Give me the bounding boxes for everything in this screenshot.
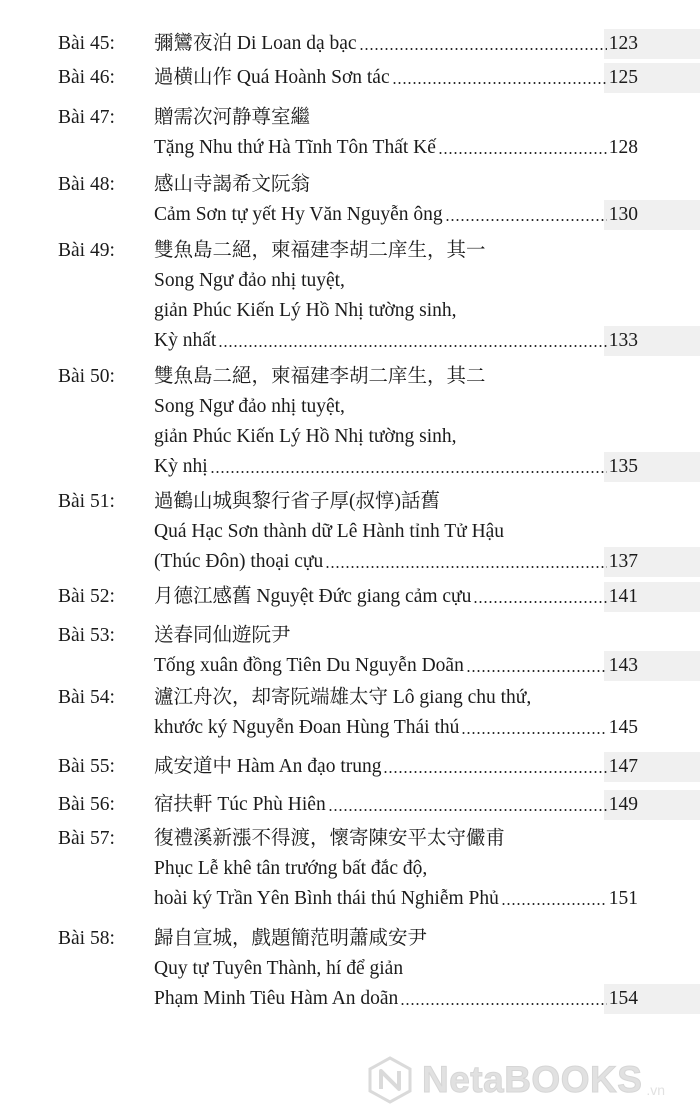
entry-title-last-line (154, 754, 638, 780)
entry-title-text: Cảm Sơn tự yết Hy Văn Nguyễn ông (154, 204, 443, 225)
page-number: 133 (608, 330, 638, 351)
entry-title-text: Tặng Nhu thứ Hà Tĩnh Tôn Thất Kế (154, 137, 436, 158)
page-number: 135 (608, 456, 638, 477)
entry-title (154, 792, 638, 818)
entry-title-line: giản Phúc Kiến Lý Hồ Nhị tường sinh, (154, 426, 457, 447)
entry-title (154, 489, 638, 575)
entry-number: Bài 54: (58, 687, 115, 708)
entry-title (154, 238, 638, 354)
page-number: 147 (608, 756, 638, 777)
entry-title-line: Song Ngư đảo nhị tuyệt, (154, 270, 345, 291)
page-number: 128 (608, 137, 638, 158)
entry-title (154, 754, 638, 780)
entry-title-line: 瀘江舟次，却寄阮端雄太守 Lô giang chu thứ, (154, 687, 532, 708)
dot-leader (383, 771, 606, 773)
entry-number: Bài 57: (58, 828, 115, 849)
entry-title-line: 歸自宣城，戲題簡范明蕭咸安尹 (154, 928, 428, 949)
entry-title-line: 復禮溪新漲不得渡，懷寄陳安平太守儼甫 (154, 828, 506, 849)
entry-number: Bài 58: (58, 928, 115, 949)
entry-title-text: Kỳ nhị (154, 456, 208, 477)
entry-title-line: 贈需次河静尊室繼 (154, 107, 311, 128)
entry-title (154, 65, 638, 91)
entry-number: Bài 48: (58, 174, 115, 195)
entry-title-last-line (154, 886, 638, 912)
entry-title (154, 172, 638, 228)
dot-leader (218, 345, 606, 347)
watermark (366, 1050, 696, 1110)
entry-number: Bài 46: (58, 67, 115, 88)
entry-title-line: 雙魚島二絕，柬福建李胡二庠生，其一 (154, 240, 486, 261)
dot-leader (392, 82, 607, 84)
dot-leader (466, 670, 607, 672)
dot-leader (461, 732, 606, 734)
page-number: 137 (608, 551, 638, 572)
entry-number: Bài 56: (58, 794, 115, 815)
page-number: 123 (608, 33, 638, 54)
entry-title-line: Quy tự Tuyên Thành, hí để giản (154, 958, 404, 979)
page-number: 149 (608, 794, 638, 815)
entry-number: Bài 47: (58, 107, 115, 128)
dot-leader (359, 48, 607, 50)
entry-number: Bài 52: (58, 586, 115, 607)
entry-title-last-line (154, 792, 638, 818)
dot-leader (210, 471, 607, 473)
entry-title-line: giản Phúc Kiến Lý Hồ Nhị tường sinh, (154, 300, 457, 321)
entry-title-line: 送春同仙遊阮尹 (154, 625, 291, 646)
entry-title (154, 826, 638, 912)
entry-title-text: 咸安道中 Hàm An đạo trung (154, 756, 382, 777)
entry-title-last-line (154, 653, 638, 679)
entry-title-last-line (154, 202, 638, 228)
entry-title-line: 感山寺謁希文阮翁 (154, 174, 311, 195)
entry-title-text: khước ký Nguyễn Đoan Hùng Thái thú (154, 717, 460, 738)
dot-leader (400, 1003, 606, 1005)
entry-title-text: 彌鸞夜泊 Di Loan dạ bạc (154, 33, 357, 54)
entry-title (154, 31, 638, 57)
entry-title-text: 宿扶軒 Túc Phù Hiên (154, 794, 326, 815)
watermark-text: NetaBOOKS (422, 1059, 643, 1100)
entry-title-text: 月德江感舊 Nguyệt Đức giang cảm cựu (154, 586, 472, 607)
page-number: 145 (608, 717, 638, 738)
entry-number: Bài 53: (58, 625, 115, 646)
entry-number: Bài 50: (58, 366, 115, 387)
entry-title (154, 926, 638, 1012)
page-number: 143 (608, 655, 638, 676)
entry-title (154, 584, 638, 610)
entry-title-last-line (154, 986, 638, 1012)
dot-leader (501, 903, 607, 905)
entry-title-last-line (154, 715, 638, 741)
entry-title-last-line (154, 549, 638, 575)
entry-title-line: Song Ngư đảo nhị tuyệt, (154, 396, 345, 417)
page-number: 154 (608, 988, 638, 1009)
dot-leader (438, 152, 607, 154)
entry-title-text: Phạm Minh Tiêu Hàm An doãn (154, 988, 399, 1009)
entry-title-line: 過鶴山城與黎行省子厚(叔惇)話舊 (154, 491, 440, 512)
entry-title-last-line (154, 584, 638, 610)
entry-title (154, 685, 638, 741)
dot-leader (325, 566, 607, 568)
entry-number: Bài 49: (58, 240, 115, 261)
entry-title (154, 623, 638, 679)
entry-title-last-line (154, 135, 638, 161)
entry-number: Bài 51: (58, 491, 115, 512)
page-number: 125 (608, 67, 638, 88)
entry-title-text: hoài ký Trần Yên Bình thái thú Nghiễm Phủ (154, 888, 499, 909)
entry-title-line: 雙魚島二絕，柬福建李胡二庠生，其二 (154, 366, 486, 387)
entry-number: Bài 55: (58, 756, 115, 777)
netabooks-logo-icon (366, 1056, 414, 1104)
page-number: 141 (608, 586, 638, 607)
entry-title-text: (Thúc Đôn) thoại cựu (154, 551, 324, 572)
dot-leader (473, 601, 606, 603)
entry-title-last-line (154, 65, 638, 91)
entry-title (154, 105, 638, 161)
entry-title (154, 364, 638, 480)
page-number: 151 (608, 888, 638, 909)
entry-title-line: Phục Lễ khê tân trướng bất đắc độ, (154, 858, 428, 879)
entry-title-text: Tống xuân đồng Tiên Du Nguyễn Doãn (154, 655, 464, 676)
dot-leader (445, 219, 607, 221)
entry-title-last-line (154, 328, 638, 354)
entry-title-last-line (154, 31, 638, 57)
entry-title-line: Quá Hạc Sơn thành dữ Lê Hành tỉnh Tử Hậu (154, 521, 505, 542)
dot-leader (328, 809, 607, 811)
entry-title-text: Kỳ nhất (154, 330, 217, 351)
watermark-suffix: .vn (646, 1082, 666, 1098)
entry-title-last-line (154, 454, 638, 480)
entry-number: Bài 45: (58, 33, 115, 54)
page-number: 130 (608, 204, 638, 225)
entry-title-text: 過横山作 Quá Hoành Sơn tác (154, 67, 390, 88)
